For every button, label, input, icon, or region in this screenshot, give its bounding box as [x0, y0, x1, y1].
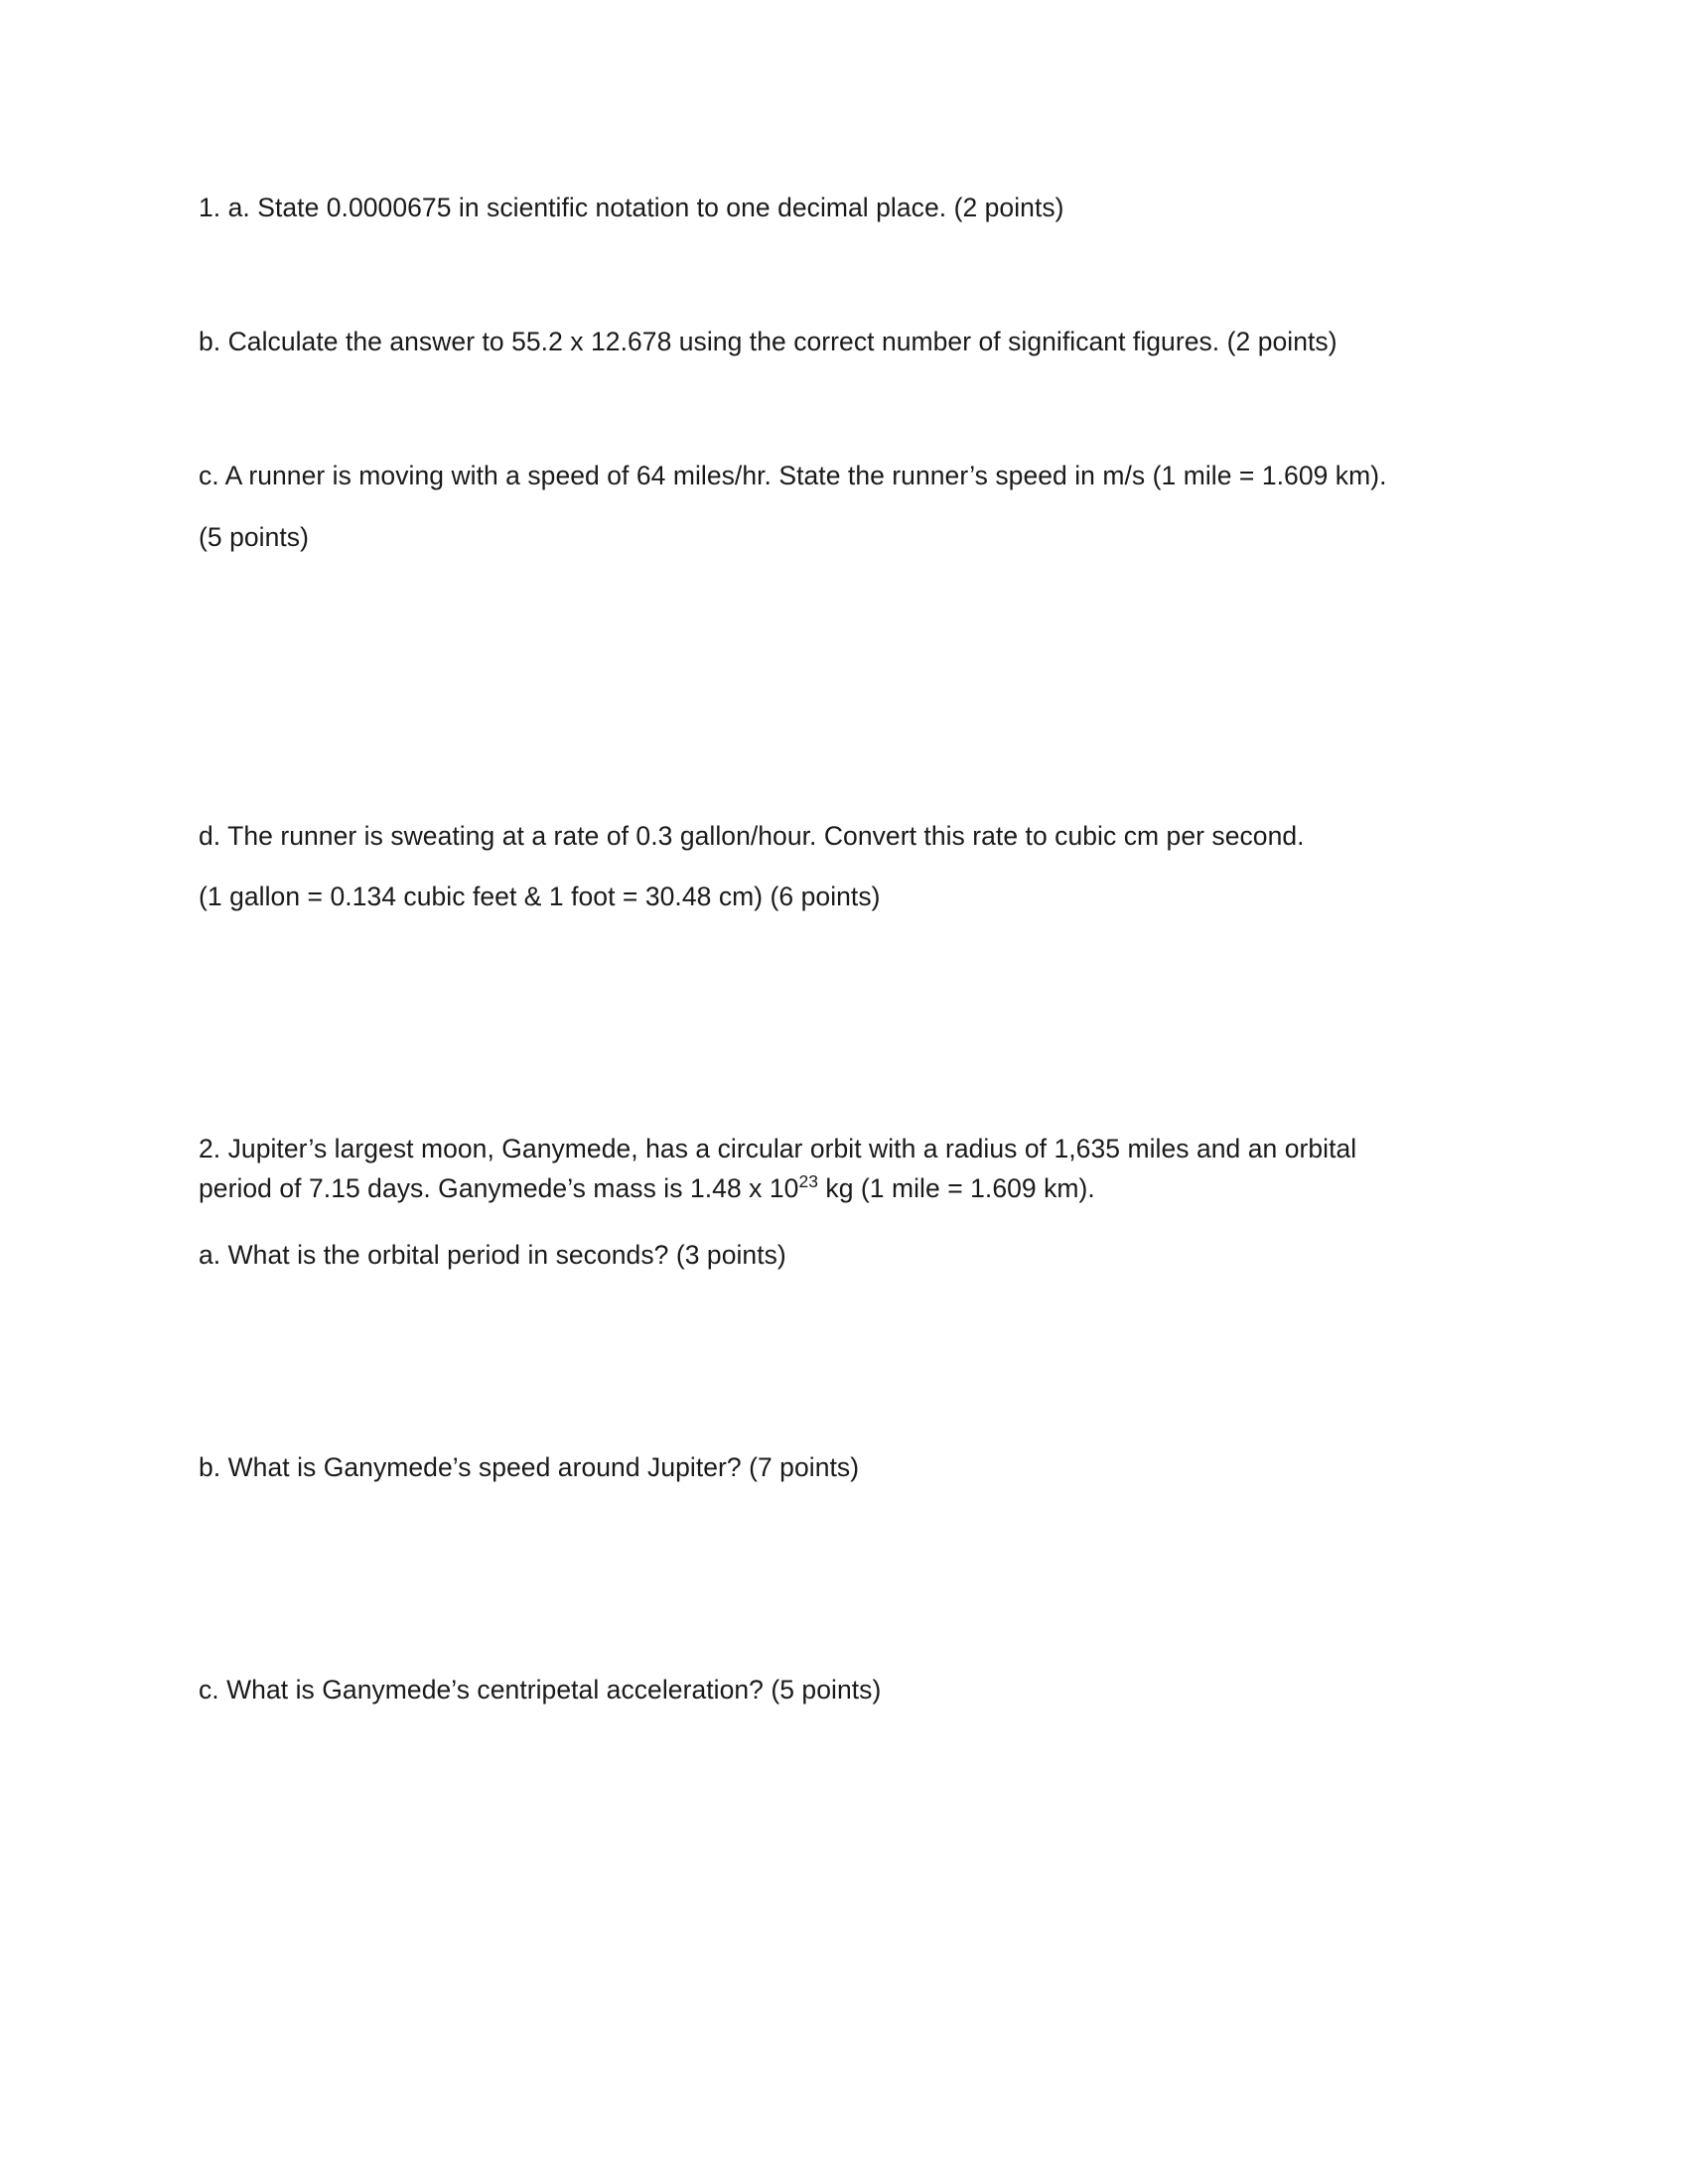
question-2-intro-line-2: [199, 1169, 1479, 1208]
question-2-intro-line-2-pre: period of 7.15 days. Ganymede’s mass is 1.48 x 10: [199, 1172, 799, 1203]
spacer: [199, 227, 1479, 323]
question-1b: b. Calculate the answer to 55.2 x 12.678 using the correct number of significant figures. (2 points): [199, 327, 1337, 357]
spacer: [199, 361, 1479, 457]
question-1c-line-1: c. A runner is moving with a speed of 64 miles/hr. State the runner’s speed in m/s (1 mile = 1.609 km).: [199, 461, 1387, 491]
question-2c: c. What is Ganymede’s centripetal acceleration? (5 points): [199, 1675, 882, 1706]
answer-space-2a: [199, 1275, 1479, 1448]
question-1d-line-1: d. The runner is sweating at a rate of 0.3 gallon/hour. Convert this rate to cubic cm per second.: [199, 820, 1305, 851]
exponent-23: 23: [798, 1170, 818, 1191]
question-2-intro-line-2-post: kg (1 mile = 1.609 km).: [818, 1172, 1095, 1203]
answer-space-1d: [199, 916, 1479, 1130]
answer-space-2b: [199, 1487, 1479, 1671]
question-2b: b. What is Ganymede’s speed around Jupiter? (7 points): [199, 1451, 860, 1482]
question-1d-line-2: (1 gallon = 0.134 cubic feet & 1 foot = 30.48 cm) (6 points): [199, 882, 881, 912]
question-2-intro-line-1: 2. Jupiter’s largest moon, Ganymede, has a circular orbit with a radius of 1,635 miles and an orbital: [199, 1134, 1357, 1164]
document-body: [199, 189, 1479, 1709]
answer-space-1c: [199, 557, 1479, 817]
question-2a: a. What is the orbital period in seconds? (3 points): [199, 1239, 786, 1270]
question-1c-points: (5 points): [199, 521, 309, 552]
question-1a: 1. a. State 0.0000675 in scientific notation to one decimal place. (2 points): [199, 193, 1064, 222]
